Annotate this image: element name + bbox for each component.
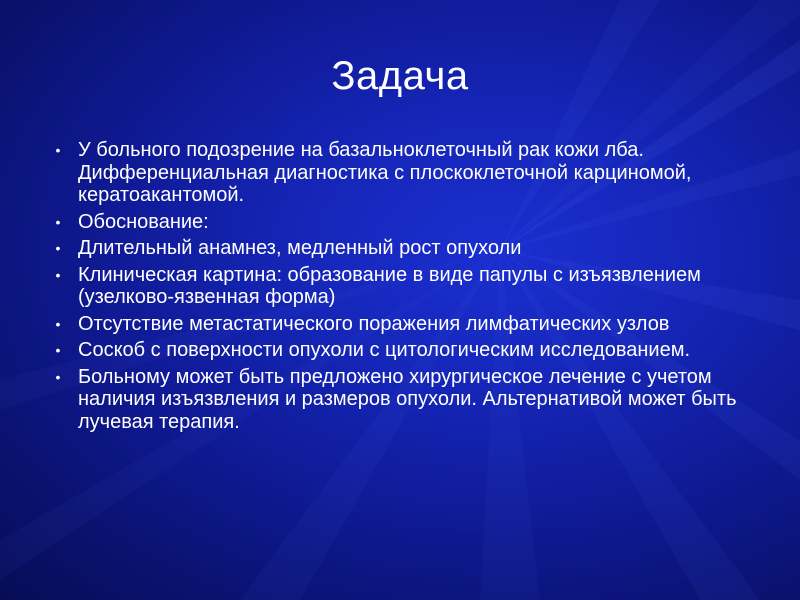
bullet-icon: •	[55, 213, 61, 230]
bullet-list	[48, 139, 768, 437]
list-item-text: Больному может быть предложено хирургическое лечение с учетом наличия изъязвления и размеров опухоли. Альтернативой может быть лучевая терапия.	[78, 365, 737, 433]
list-item	[48, 264, 768, 309]
list-item	[48, 366, 768, 434]
list-item-text: Длительный анамнез, медленный рост опухоли	[78, 237, 522, 259]
bullet-icon: •	[55, 315, 61, 332]
bullet-icon: •	[55, 142, 61, 158]
bullet-icon: •	[55, 342, 61, 358]
list-item-text: Обоснование:	[78, 210, 209, 233]
bullet-icon: •	[55, 266, 61, 283]
list-item	[48, 313, 768, 336]
list-item-text: У больного подозрение на базальноклеточный рак кожи лба. Дифференциальная диагностика с плоскоклеточной карциномой, кератоакантомой.	[78, 139, 692, 206]
list-item-text: Соскоб с поверхности опухоли с цитологическим исследованием.	[78, 339, 691, 361]
slide-title: Задача	[331, 54, 469, 98]
bullet-icon: •	[55, 240, 61, 256]
list-item-text: Клиническая картина: образование в виде папулы с изъязвлением (узелково-язвенная форма)	[78, 263, 701, 308]
list-item	[48, 339, 768, 362]
bullet-icon: •	[55, 368, 61, 385]
list-item-text: Отсутствие метастатического поражения лимфатических узлов	[78, 312, 670, 335]
list-item	[48, 139, 768, 207]
list-item	[48, 211, 768, 234]
list-item	[48, 237, 768, 260]
